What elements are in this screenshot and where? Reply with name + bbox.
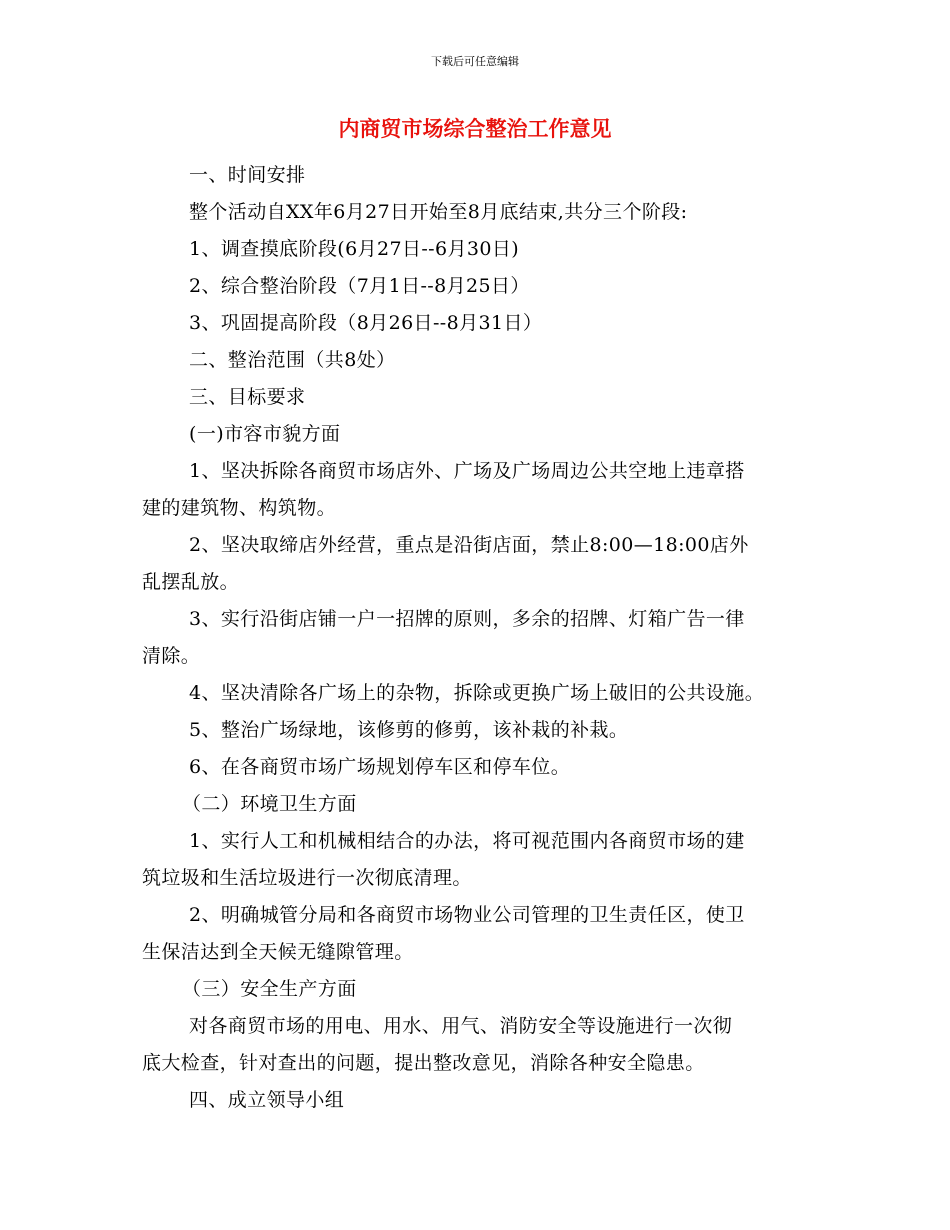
list-item: 1、调查摸底阶段(6月27日--6月30日) <box>189 238 520 260</box>
paragraph-line: 4、坚决清除各广场上的杂物，拆除或更换广场上破旧的公共设施。 <box>189 682 765 704</box>
paragraph-line: 1、坚决拆除各商贸市场店外、广场及广场周边公共空地上违章搭 <box>189 460 745 482</box>
paragraph-line: 5、整治广场绿地，该修剪的修剪，该补栽的补栽。 <box>189 719 629 741</box>
paragraph: 整个活动自XX年6月27日开始至8月底结束,共分三个阶段: <box>189 201 688 223</box>
list-item: 3、巩固提高阶段（8月26日--8月31日） <box>189 312 543 334</box>
paragraph-line: 2、明确城管分局和各商贸市场物业公司管理的卫生责任区，使卫 <box>189 904 745 926</box>
paragraph-line: 3、实行沿街店铺一户一招牌的原则，多余的招牌、灯箱广告一律 <box>189 608 745 630</box>
paragraph-line: 2、坚决取缔店外经营，重点是沿街店面，禁止8:00—18:00店外 <box>189 534 749 556</box>
paragraph-line: 清除。 <box>142 645 201 667</box>
document-body <box>142 157 822 1119</box>
section-heading-schedule: 一、时间安排 <box>189 164 306 186</box>
paragraph-line: 6、在各商贸市场广场规划停车区和停车位。 <box>189 756 571 778</box>
paragraph-line: 底大检查，针对查出的问题，提出整改意见，消除各种安全隐患。 <box>142 1052 705 1074</box>
subsection-heading-cityscape: (一)市容市貌方面 <box>189 423 341 445</box>
subsection-heading-sanitation: （二）环境卫生方面 <box>182 793 357 815</box>
document-title: 内商贸市场综合整治工作意见 <box>338 116 612 141</box>
paragraph-line: 对各商贸市场的用电、用水、用气、消防安全等设施进行一次彻 <box>189 1015 733 1037</box>
section-heading-leadership: 四、成立领导小组 <box>189 1089 345 1111</box>
paragraph-line: 生保洁达到全天候无缝隙管理。 <box>142 941 414 963</box>
paragraph-line: 建的建筑物、构筑物。 <box>142 497 337 519</box>
section-heading-goals: 三、目标要求 <box>189 386 306 408</box>
paragraph-line: 筑垃圾和生活垃圾进行一次彻底清理。 <box>142 867 472 889</box>
header-note: 下载后可任意编辑 <box>431 55 519 68</box>
list-item: 2、综合整治阶段（7月1日--8月25日） <box>189 275 530 297</box>
subsection-heading-safety: （三）安全生产方面 <box>182 978 357 1000</box>
paragraph-line: 乱摆乱放。 <box>142 571 240 593</box>
section-heading-scope: 二、整治范围（共8处） <box>189 349 396 371</box>
paragraph-line: 1、实行人工和机械相结合的办法，将可视范围内各商贸市场的建 <box>189 830 745 852</box>
